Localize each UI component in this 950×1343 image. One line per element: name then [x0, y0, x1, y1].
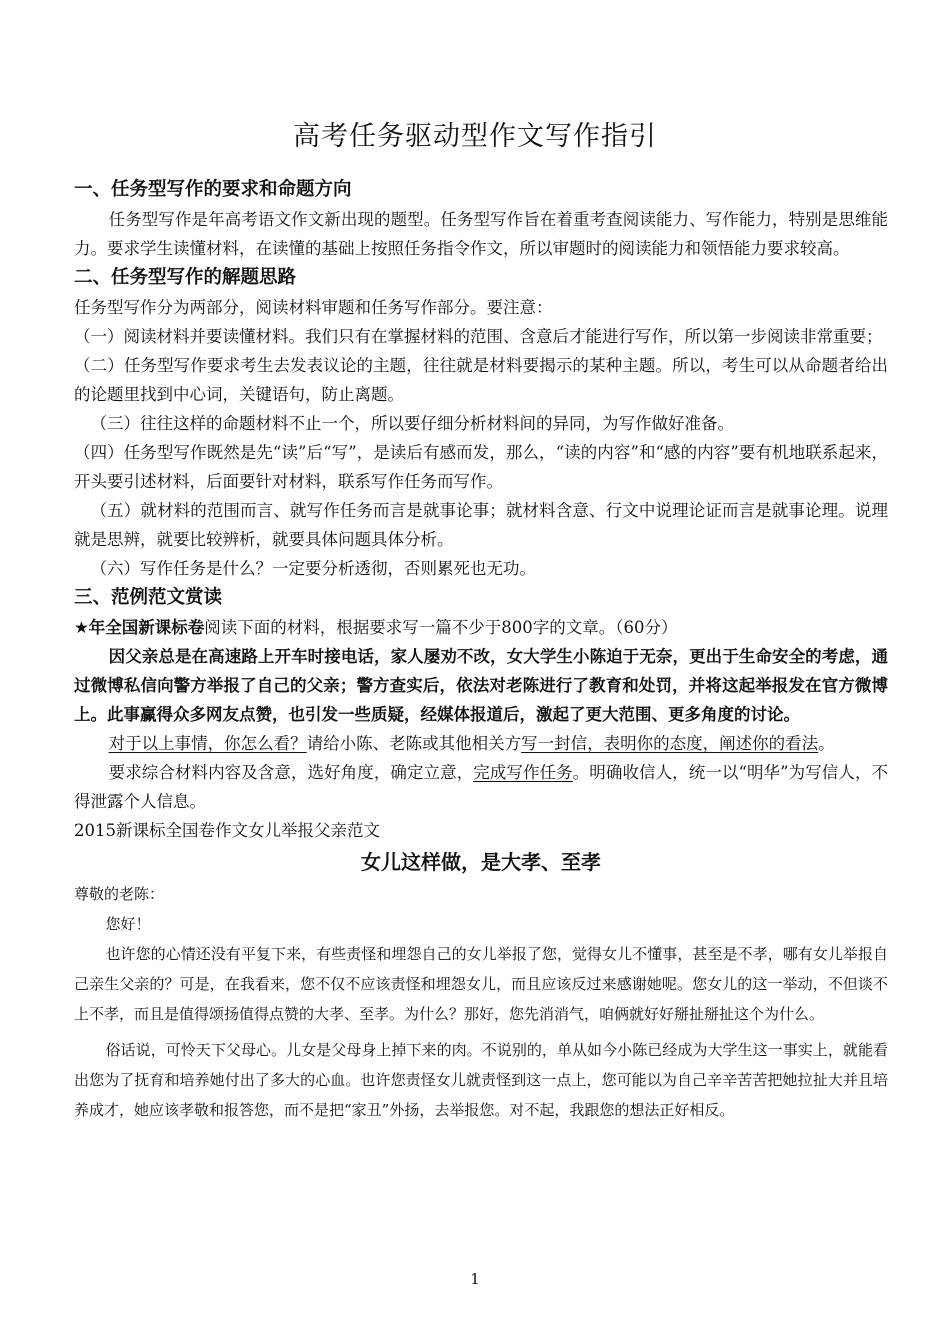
exam-task: [74, 729, 888, 758]
task-question: 对于以上事情，你怎么看？: [108, 734, 307, 753]
section-heading-1: 一、任务型写作的要求和命题方向: [74, 179, 352, 200]
section-2-point-4: （四）任务型写作既然是先“读”后“写”，是读后有感而发，那么，“读的内容”和“感的内容”要有机地联系起来，开头要引述材料，后面要针对材料，联系写作任务而写作。: [74, 443, 888, 491]
section-2-intro: 任务型写作分为两部分，阅读材料审题和任务写作部分。要注意：: [74, 298, 553, 317]
requirements-part-a: 要求综合材料内容及含意，选好角度，确定立意，: [108, 763, 474, 782]
section-2-point-5: （五）就材料的范围而言、就写作任务而言是就事论事；就材料含意、行文中说理论证而言是就事论理。说理就是思辨，就要比较辨析，就要具体问题具体分析。: [74, 501, 888, 549]
page-number: 1: [470, 1270, 480, 1288]
task-end: 。: [818, 734, 835, 753]
requirements-underlined: 完成写作任务: [473, 763, 573, 782]
section-heading-2: 二、任务型写作的解题思路: [74, 267, 297, 288]
exam-prompt: [74, 613, 888, 642]
section-heading-3: 三、范例范文赏读: [74, 587, 223, 608]
exam-instruction: 阅读下面的材料，根据要求写一篇不少于800字的文章。（60分）: [204, 618, 678, 637]
essay-paragraph-1: 也许您的心情还没有平复下来，有些责怪和埋怨自己的女儿举报了您，觉得女儿不懂事，甚至是不孝，哪有女儿举报自己亲生父亲的？可是，在我看来，您不仅不应该责怪和埋怨女儿，而且应该反过来感谢她呢。您女儿的这一举动，不但谈不上不孝，而且是值得颂扬值得点赞的大孝、至孝。为什么？那好，您先消消气，咱俩就好好掰扯掰扯这个为什么。: [74, 945, 888, 1023]
sample-essay-label: 2015新课标全国卷作文女儿举报父亲范文: [74, 821, 380, 840]
section-2-point-6: （六）写作任务是什么？一定要分析透彻，否则累死也无功。: [90, 559, 536, 578]
essay-salutation: 尊敬的老陈：: [74, 885, 165, 903]
requirements-part-b: 。明确收信人，统一以“明华”为写信人，不得泄露个人信息。: [74, 763, 889, 811]
document-body: [74, 175, 888, 1125]
exam-material: 因父亲总是在高速路上开车时接电话，家人屡劝不改，女大学生小陈迫于无奈，更出于生命安全的考虑，通过微博私信向警方举报了自己的父亲；警方查实后，依法对老陈进行了教育和处罚，并将这起举报发在官方微博上。此事赢得众多网友点赞，也引发一些质疑，经媒体报道后，激起了更大范围、更多角度的讨论。: [74, 647, 888, 724]
task-middle: 请给小陈、老陈或其他相关方: [306, 734, 522, 753]
essay-title: 女儿这样做，是大孝、至孝: [361, 850, 601, 874]
section-2-point-1: （一）阅读材料并要读懂材料。我们只有在掌握材料的范围、含意后才能进行写作，所以第一步阅读非常重要；: [74, 327, 883, 346]
section-2-point-2: （二）任务型写作要求考生去发表议论的主题，往往就是材料要揭示的某种主题。所以，考生可以从命题者给出的论题里找到中心词，关键语句，防止离题。: [74, 356, 888, 404]
section-1-body: 任务型写作是年高考语文作文新出现的题型。任务型写作旨在着重考查阅读能力、写作能力，特别是思维能力。要求学生读懂材料，在读懂的基础上按照任务指令作文，所以审题时的阅读能力和领悟能力要求较高。: [74, 210, 888, 258]
task-letter: 写一封信，表明你的态度，阐述你的看法: [521, 734, 819, 753]
page-title: 高考任务驱动型作文写作指引: [293, 121, 657, 152]
essay-greeting: 您好！: [105, 915, 151, 933]
exam-requirements: [74, 758, 888, 816]
essay-paragraph-2: 俗话说，可怜天下父母心。儿女是父母身上掉下来的肉。不说别的，单从如今小陈已经成为大学生这一事实上，就能看出您为了抚育和培养她付出了多大的心血。也许您责怪女儿就责怪到这一点上，您可能以为自己辛辛苦苦把她拉扯大并且培养成才，她应该孝敬和报答您，而不是把“家丑”外扬，去举报您。对不起，我跟您的想法正好相反。: [74, 1041, 888, 1119]
exam-source: ★年全国新课标卷: [74, 618, 205, 637]
section-2-point-3: （三）往往这样的命题材料不止一个，所以要仔细分析材料间的异同，为写作做好准备。: [90, 414, 734, 433]
